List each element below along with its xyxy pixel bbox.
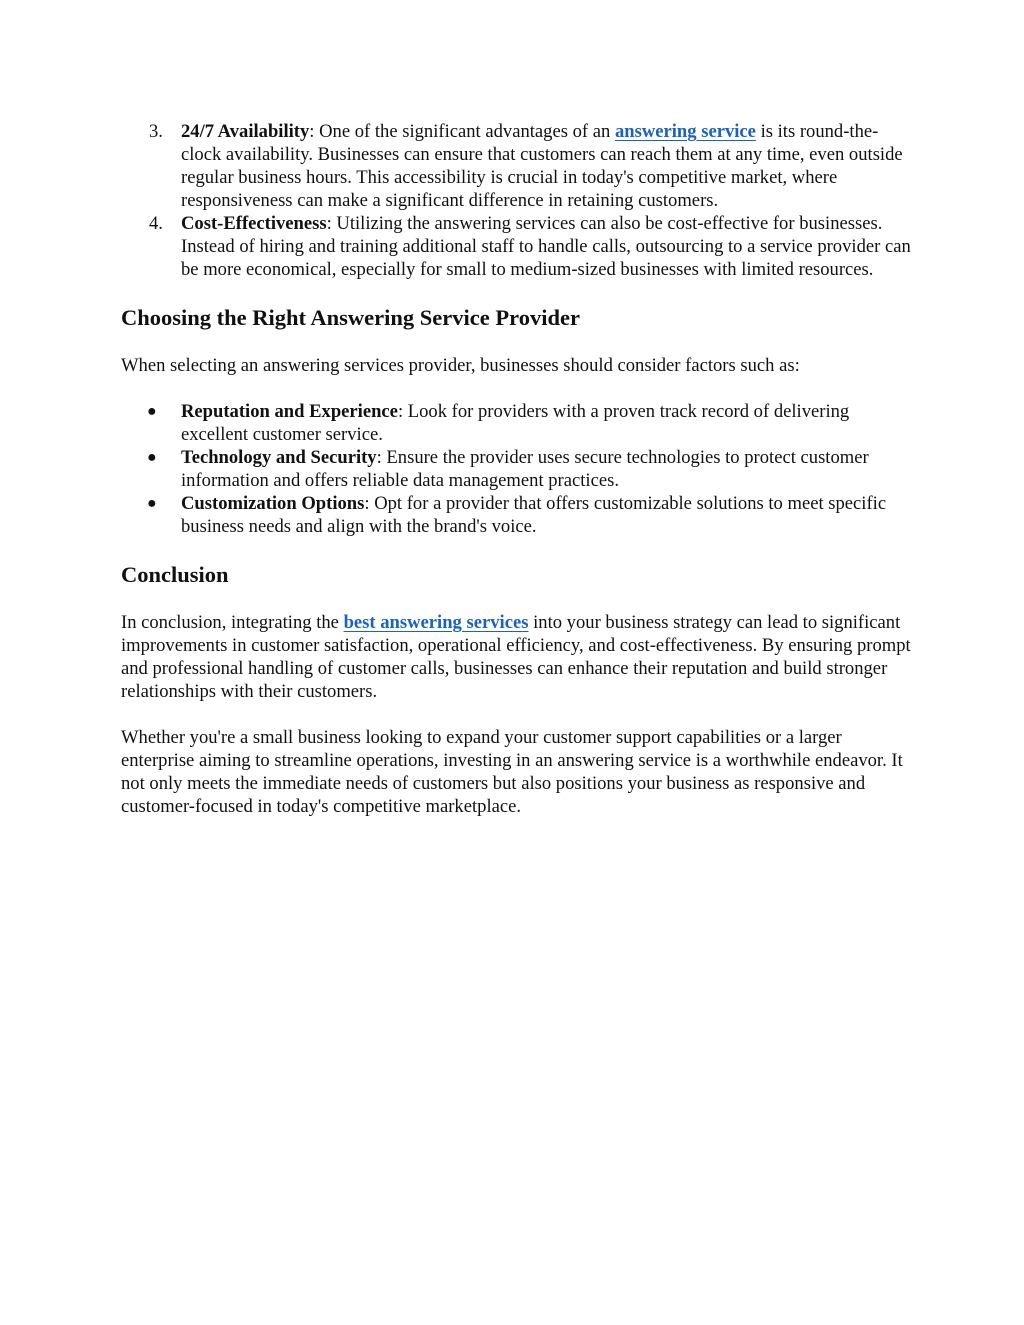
term-availability: 24/7 Availability <box>181 121 310 142</box>
text-technology: : Ensure the provider uses secure technologies to protect customer information and offers reliable data management practices. <box>181 447 869 491</box>
list-number: 4. <box>149 213 163 234</box>
term-cost-effectiveness: Cost-Effectiveness <box>181 213 327 234</box>
bullet-dot-icon: ● <box>147 403 157 420</box>
bullet-dot-icon: ● <box>147 449 157 466</box>
text-availability-pre: : One of the significant advantages of an <box>309 121 615 142</box>
text-customization: : Opt for a provider that offers customizable solutions to meet specific business needs and align with the brand's voice. <box>181 493 887 537</box>
bullet-item-reputation <box>121 400 911 446</box>
text-reputation: : Look for providers with a proven track record of delivering excellent customer service. <box>181 401 850 445</box>
best-answering-services-link[interactable]: best answering services <box>343 612 529 633</box>
list-item-cost-effectiveness <box>121 212 911 281</box>
paragraph-selection-intro: When selecting an answering services provider, businesses should consider factors such as: <box>121 355 800 376</box>
term-reputation: Reputation and Experience <box>181 401 398 422</box>
paragraph-conclusion-2: Whether you're a small business looking to expand your customer support capabilities or a larger enterprise aiming to streamline operations, investing in an answering service is a worthwhile endeavor. It not only meets the immediate needs of customers but also positions your business as responsive and customer-focused in today's competitive marketplace. <box>121 727 903 817</box>
heading-choosing-provider: Choosing the Right Answering Service Provider <box>121 305 580 330</box>
paragraph-conclusion-1 <box>121 611 911 703</box>
text-availability-post: is its round-the-clock availability. Businesses can ensure that customers can reach them at any time, even outside regular business hours. This accessibility is crucial in today's competitive market, where responsiveness can make a significant difference in retaining customers. <box>181 121 903 211</box>
answering-service-link[interactable]: answering service <box>614 121 756 142</box>
heading-conclusion: Conclusion <box>121 562 229 587</box>
bullet-item-technology <box>121 446 911 492</box>
list-item-availability <box>121 120 911 212</box>
list-number: 3. <box>149 121 163 142</box>
bullet-item-customization <box>121 492 911 538</box>
bullet-list <box>121 400 911 538</box>
text-conclusion-post: into your business strategy can lead to significant improvements in customer satisfaction, operational efficiency, and cost-effectiveness. By ensuring prompt and professional handling of customer calls, businesses can enhance their reputation and build stronger relationships with their customers. <box>121 612 911 702</box>
document-page <box>121 120 911 818</box>
bullet-dot-icon: ● <box>147 495 157 512</box>
term-customization: Customization Options <box>181 493 365 514</box>
text-cost-effectiveness: : Utilizing the answering services can also be cost-effective for businesses. Instead of hiring and training additional staff to handle calls, outsourcing to a service provider can be more economical, especially for small to medium-sized businesses with limited resources. <box>181 213 911 280</box>
numbered-list <box>121 120 911 281</box>
text-conclusion-pre: In conclusion, integrating the <box>121 612 344 633</box>
term-technology: Technology and Security <box>181 447 377 468</box>
